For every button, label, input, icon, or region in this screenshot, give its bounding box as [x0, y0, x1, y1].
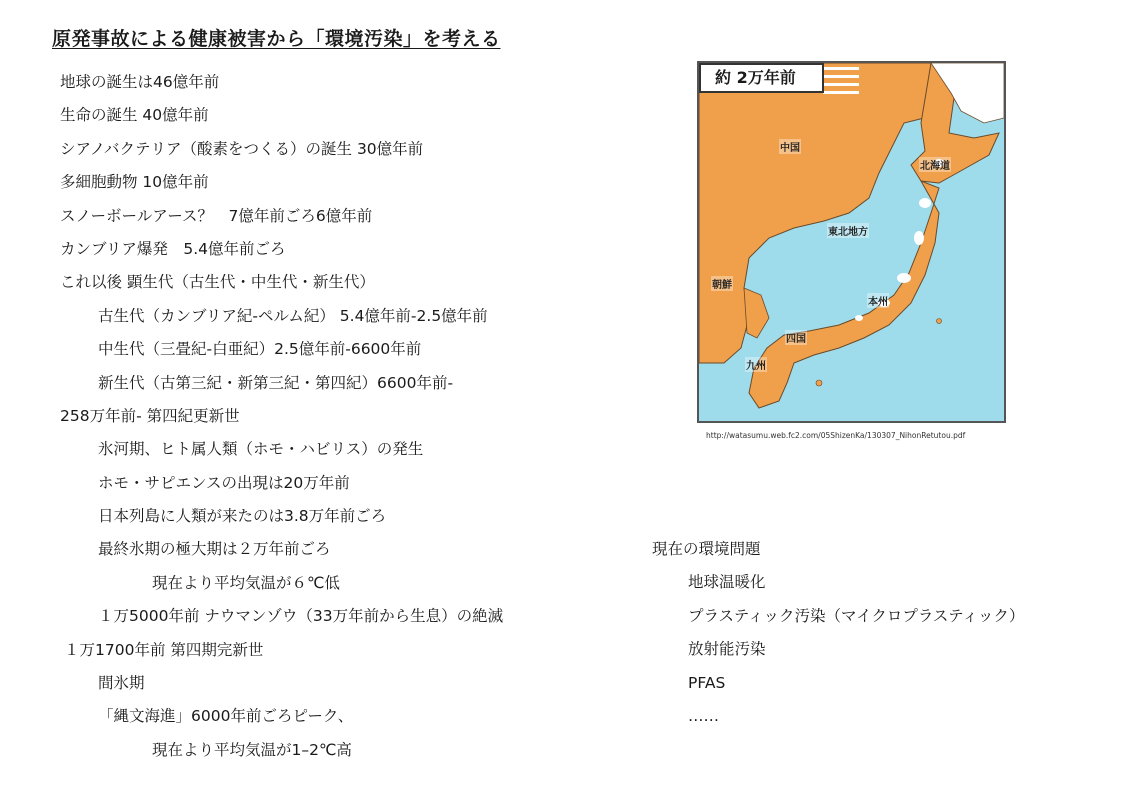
timeline-item: ホモ・サピエンスの出現は20万年前 [98, 473, 350, 492]
timeline-item: 現在より平均気温が６℃低 [152, 573, 340, 592]
japan-20000-years-ago-map [697, 61, 1006, 423]
map-source-url: http://watasumu.web.fc2.com/05ShizenKa/130307_NihonRetutou.pdf [706, 431, 966, 440]
timeline-item: シアノバクテリア（酸素をつくる）の誕生 30億年前 [60, 139, 424, 158]
timeline-item: 中生代（三畳紀-白亜紀）2.5億年前-6600年前 [98, 340, 422, 359]
map-label-kyushu: 九州 [745, 357, 767, 372]
map-label-shikoku: 四国 [785, 330, 807, 345]
timeline-item: 「縄文海進」6000年前ごろピーク、 [98, 707, 354, 726]
issue-item: …… [688, 706, 719, 725]
environmental-issues-list [652, 533, 1112, 733]
timeline-item: カンブリア爆発 5.4億年前ごろ [60, 239, 286, 258]
korea-bay [744, 288, 769, 338]
map-label-hokkaido: 北海道 [919, 157, 951, 172]
issues-heading: 現在の環境問題 [652, 540, 761, 558]
timeline-item: 間氷期 [98, 674, 145, 693]
island [937, 319, 942, 324]
timeline-item: スノーボールアース？ 7億年前ごろ6億年前 [60, 206, 373, 225]
timeline-item: 生命の誕生 40億年前 [60, 106, 209, 125]
timeline-item: 最終氷期の極大期は２万年前ごろ [98, 540, 331, 559]
timeline-item: これ以後 顕生代（古生代・中生代・新生代） [60, 273, 375, 292]
timeline-item: 258万年前- 第四紀更新世 [60, 406, 240, 425]
map-label-tohoku: 東北地方 [827, 223, 869, 238]
geologic-timeline [60, 66, 620, 767]
map-label-china: 中国 [779, 139, 801, 154]
page-title: 原発事故による健康被害から「環境汚染」を考える [52, 28, 501, 50]
issue-item: 放射能汚染 [688, 640, 766, 659]
timeline-item: 氷河期、ヒト属人類（ホモ・ハビリス）の発生 [98, 440, 424, 459]
issue-item: 地球温暖化 [688, 573, 766, 592]
map-label-korea: 朝鮮 [711, 276, 733, 291]
timeline-item: 多細胞動物 10億年前 [60, 173, 209, 192]
map-label-honshu: 本州 [867, 293, 889, 308]
timeline-item: 地球の誕生は46億年前 [60, 73, 220, 91]
issue-item: プラスティック汚染（マイクロプラスティック） [688, 606, 1025, 625]
timeline-item: 日本列島に人類が来たのは3.8万年前ごろ [98, 507, 387, 526]
timeline-item: 古生代（カンブリア紀-ペルム紀） 5.4億年前-2.5億年前 [98, 306, 488, 325]
timeline-item: 現在より平均気温が1–2℃高 [152, 740, 352, 759]
timeline-item: 新生代（古第三紀・新第三紀・第四紀）6600年前- [98, 373, 454, 392]
island [816, 380, 822, 386]
map-caption: 約 2万年前 [699, 63, 824, 93]
issue-item: PFAS [688, 673, 726, 692]
timeline-item: １万1700年前 第四期完新世 [64, 640, 264, 659]
timeline-item: １万5000年前 ナウマンゾウ（33万年前から生息）の絶滅 [98, 607, 504, 626]
